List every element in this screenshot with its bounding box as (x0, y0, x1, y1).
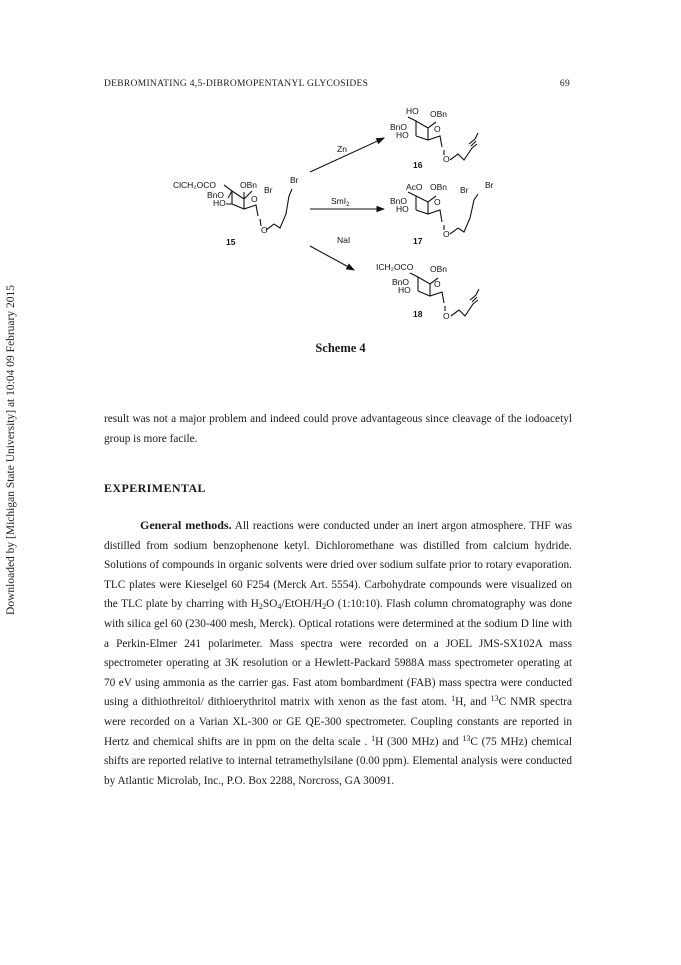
c16-o-label: O (443, 154, 450, 164)
running-title: DEBROMINATING 4,5-DIBROMOPENTANYL GLYCOSIDES (104, 79, 369, 89)
c17-obn-label: OBn (430, 182, 448, 192)
c17-br2-label: Br (485, 180, 494, 190)
c18-r6-label: ICH₂OCO (376, 262, 414, 272)
c17-bno-label: BnO (390, 196, 408, 206)
compound-15 (173, 175, 299, 247)
section-heading-experimental: EXPERIMENTAL (104, 481, 206, 495)
download-notice (4, 240, 18, 660)
reagent-smi2: SmI$_2$ (331, 196, 350, 208)
c17-number: 17 (413, 236, 423, 246)
arrow-nai (310, 246, 354, 270)
c18-o-label: O (443, 311, 450, 321)
paragraph-general-methods: General methods. All reactions were conducted under an inert argon atmosphere. THF was distilled from sodium benzophenone ketyl. Dichloromethane was distilled from calcium hydride. Solutions of compounds in organic solvents were dried over sodium sulfate prior to rotary evaporation. TLC plates were Kieselgel 60 F254 (Merck Art. 5554). Carbohydrate compounds were visualized on the TLC plate by charring with $H_2SO_4/EtOH/H_2O$ (1:10:10). Flash column chromatography was done with silica gel 60 (230-400 mesh, Merck). Optical rotations were determined at the sodium D line with a Perkin-Elmer 241 polarimeter. Mass spectra were recorded on a JOEL JMS-SX102A mass spectrometer operating at 3K resolution or a Hewlett-Packard 5988A mass spectrometer operating at 70 eV using ammonia as the carrier gas. Fast atom bombardment (FAB) mass spectra were conducted using a dithiothreitol/ dithioerythritol matrix with xenon as the fast atom. $^1$H, and $^{13}$C NMR spectra were recorded on a Varian XL-300 or GE QE-300 spectrometer. Coupling constants are reported in Hertz and chemical shifts are in ppm on the delta scale . $^1$H (300 MHz) and $^{13}$C (75 MHz) chemical shifts are reported relative to internal tetramethylsilane (0.00 ppm). Elemental analysis were conducted by Atlantic Microlab, Inc., P.O. Box 2288, Norcross, GA 30091. (104, 518, 573, 787)
c17-ring-o-label: O (434, 197, 441, 207)
c16-obn-label: OBn (430, 109, 448, 119)
reagent-zn: Zn (337, 144, 347, 154)
paragraph-continuation: result was not a major problem and indeed could prove advantageous since cleavage of the iodoacetyl group is more facile. (104, 413, 572, 445)
c18-ring-o-label: O (434, 279, 441, 289)
c18-number: 18 (413, 309, 423, 319)
compound-17 (390, 180, 494, 246)
scheme-title: Scheme 4 (315, 341, 366, 355)
c15-bno-label: BnO (207, 190, 225, 200)
c15-ho-label: HO (213, 198, 226, 208)
c16-ring-o-label: O (434, 124, 441, 134)
c18-obn-label: OBn (430, 264, 448, 274)
general-methods-lead: General methods. (140, 518, 232, 532)
c15-br1-label: Br (264, 185, 273, 195)
c17-br1-label: Br (460, 185, 469, 195)
arrow-zn (310, 138, 384, 172)
c17-o-label: O (443, 229, 450, 239)
c15-number: 15 (226, 237, 236, 247)
c15-obn-label: OBn (240, 180, 258, 190)
running-head (104, 79, 570, 89)
compound-16 (390, 106, 478, 170)
c16-number: 16 (413, 160, 423, 170)
c18-ho-label: HO (398, 285, 411, 295)
c15-o-label: O (261, 225, 268, 235)
page-number: 69 (559, 79, 570, 89)
c16-bno-label: BnO (390, 122, 408, 132)
scheme-drawing (140, 92, 560, 332)
c15-ring-o-label: O (251, 194, 258, 204)
c17-ho-label: HO (396, 204, 409, 214)
c17-r6-label: AcO (406, 182, 423, 192)
download-notice-text: Downloaded by [Michigan State University] at 10:04 09 February 2015 (5, 285, 17, 615)
compound-18 (376, 262, 479, 321)
c16-r6-label: HO (406, 106, 419, 116)
c15-br2-label: Br (290, 175, 299, 185)
c15-r6-label: ClCH₂OCO (173, 180, 216, 190)
reagent-nai: NaI (337, 235, 351, 245)
c18-bno-label: BnO (392, 277, 410, 287)
reaction-scheme (140, 92, 560, 332)
c16-ho-label: HO (396, 130, 409, 140)
reaction-arrows (310, 138, 384, 270)
